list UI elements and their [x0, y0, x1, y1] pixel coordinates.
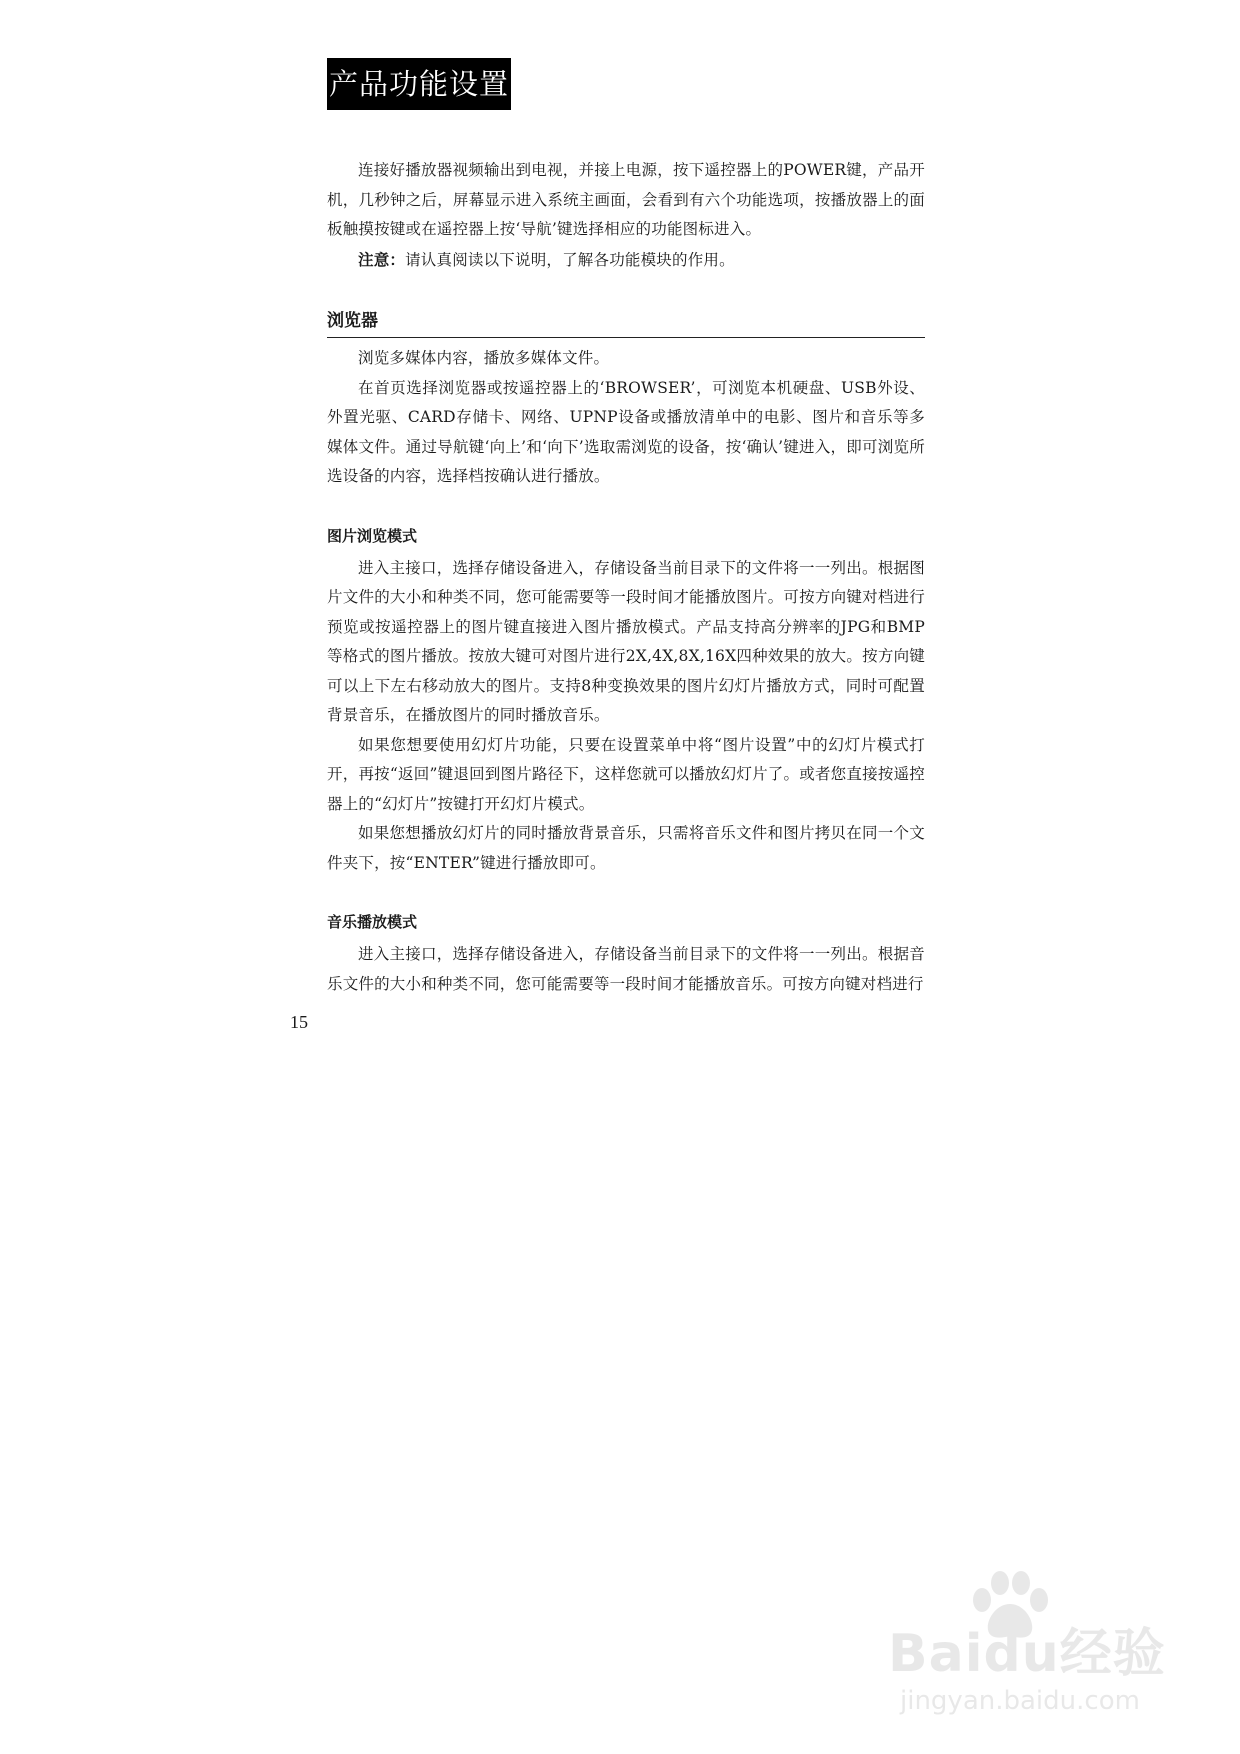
photo-paragraph: 如果您想播放幻灯片的同时播放背景音乐，只需将音乐文件和图片拷贝在同一个文件夹下，按“ENTER”键进行播放即可。: [327, 824, 925, 872]
baidu-jingyan-watermark: [880, 1570, 1180, 1720]
photo-paragraph: 进入主接口，选择存储设备进入，存储设备当前目录下的文件将一一列出。根据图片文件的大小和种类不同，您可能需要等一段时间才能播放图片。可按方向键对档进行预览或按遥控器上的图片键直接进入图片播放模式。产品支持高分辨率的JPG和BMP等格式的图片播放。按放大键可对图片进行2X,4X,8X,16X四种效果的放大。按方向键可以上下左右移动放大的图片。支持8种变换效果的图片幻灯片播放方式，同时可配置背景音乐，在播放图片的同时播放音乐。: [327, 558, 925, 724]
photo-paragraph: 如果您想要使用幻灯片功能，只要在设置菜单中将“图片设置”中的幻灯片模式打开，再按“返回”键退回到图片路径下，这样您就可以播放幻灯片了。或者您直接按遥控器上的“幻灯片”按键打开幻灯片模式。: [327, 735, 925, 813]
browser-paragraph: 在首页选择浏览器或按遥控器上的‘BROWSER’，可浏览本机硬盘、USB外设、外置光驱、CARD存储卡、网络、UPNP设备或播放清单中的电影、图片和音乐等多媒体文件。通过导航键‘向上’和‘向下’选取需浏览的设备，按‘确认’键进入，即可浏览所选设备的内容，选择档按确认进行播放。: [327, 378, 925, 485]
note-label: 注意：: [358, 249, 406, 269]
subsection-heading-music: 音乐播放模式: [327, 913, 418, 931]
browser-paragraph: 浏览多媒体内容，播放多媒体文件。: [358, 349, 610, 367]
intro-note: [327, 245, 925, 276]
subsection-heading-photo: 图片浏览模式: [327, 526, 418, 545]
watermark-url-text: jingyan.baidu.com: [900, 1686, 1140, 1716]
document-page: [327, 58, 925, 999]
music-paragraph: 进入主接口，选择存储设备进入，存储设备当前目录下的文件将一一列出。根据音乐文件的大小和种类不同，您可能需要等一段时间才能播放音乐。可按方向键对档进行: [327, 945, 925, 993]
page-number: 15: [290, 1012, 308, 1032]
page-title: 产品功能设置: [327, 58, 511, 110]
intro-section: [327, 156, 925, 275]
note-text: 请认真阅读以下说明，了解各功能模块的作用。: [405, 250, 735, 269]
section-heading-browser: 浏览器: [327, 309, 925, 338]
watermark-logo-text: Baidu经验: [888, 1624, 1166, 1684]
intro-paragraph: 连接好播放器视频输出到电视，并接上电源，按下遥控器上的POWER键，产品开机，几秒钟之后，屏幕显示进入系统主画面，会看到有六个功能选项，按播放器上的面板触摸按键或在遥控器上按‘导航’键选择相应的功能图标进入。: [327, 161, 925, 238]
